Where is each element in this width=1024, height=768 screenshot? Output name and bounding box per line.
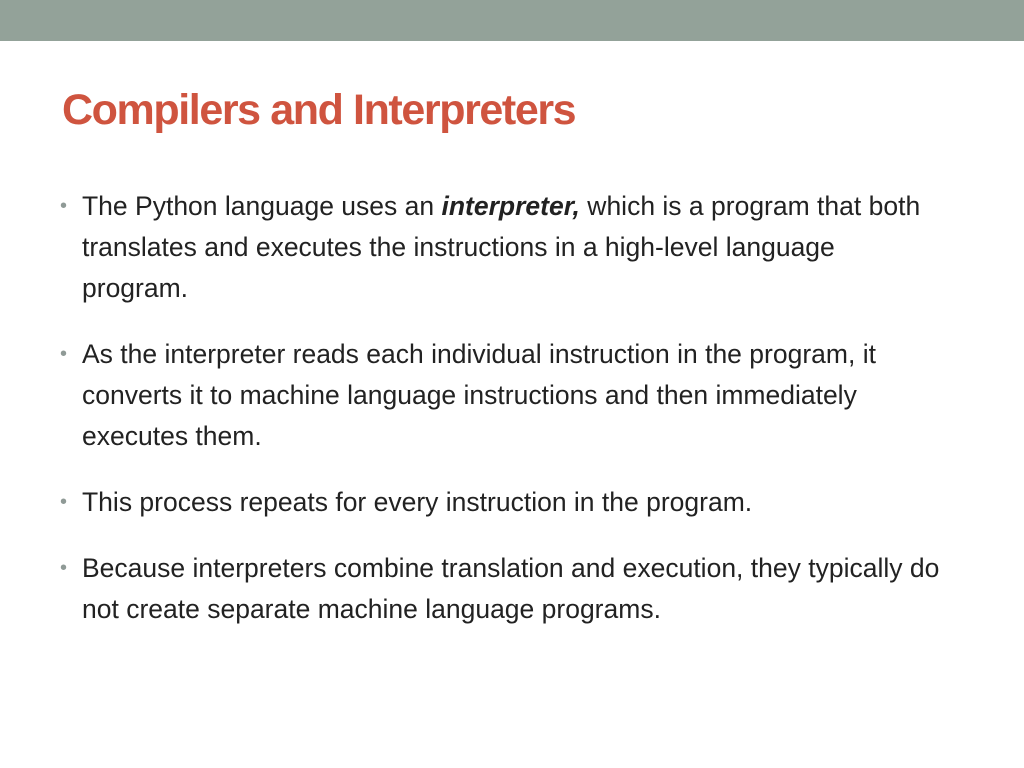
- bullet-marker: •: [60, 491, 68, 513]
- bullet-item-no-separate-programs: [60, 548, 940, 630]
- bullet-marker: •: [60, 343, 68, 365]
- bullet-text: As the interpreter reads each individual instruction in the program, it converts it to machine language instructions and then immediately executes them.: [82, 339, 876, 451]
- bullet-text: Because interpreters combine translation and execution, they typically do not create separate machine language programs.: [82, 553, 940, 624]
- bullet-text-after: which is a program that both translates and executes the instructions in a high-level language program.: [82, 191, 921, 303]
- bullet-marker: •: [60, 195, 68, 217]
- bullet-item-process-repeats: [60, 482, 940, 523]
- bullet-list: [60, 186, 940, 655]
- bullet-marker: •: [60, 557, 68, 579]
- bullet-text-before: The Python language uses an: [82, 191, 442, 221]
- bullet-item-interpreter: [60, 186, 940, 309]
- bullet-text: This process repeats for every instruction in the program.: [82, 487, 753, 517]
- slide-title: Compilers and Interpreters: [62, 86, 576, 134]
- bullet-emphasis-term: interpreter,: [441, 191, 580, 221]
- bullet-item-reads-instruction: [60, 334, 940, 457]
- top-accent-band: [0, 0, 1024, 41]
